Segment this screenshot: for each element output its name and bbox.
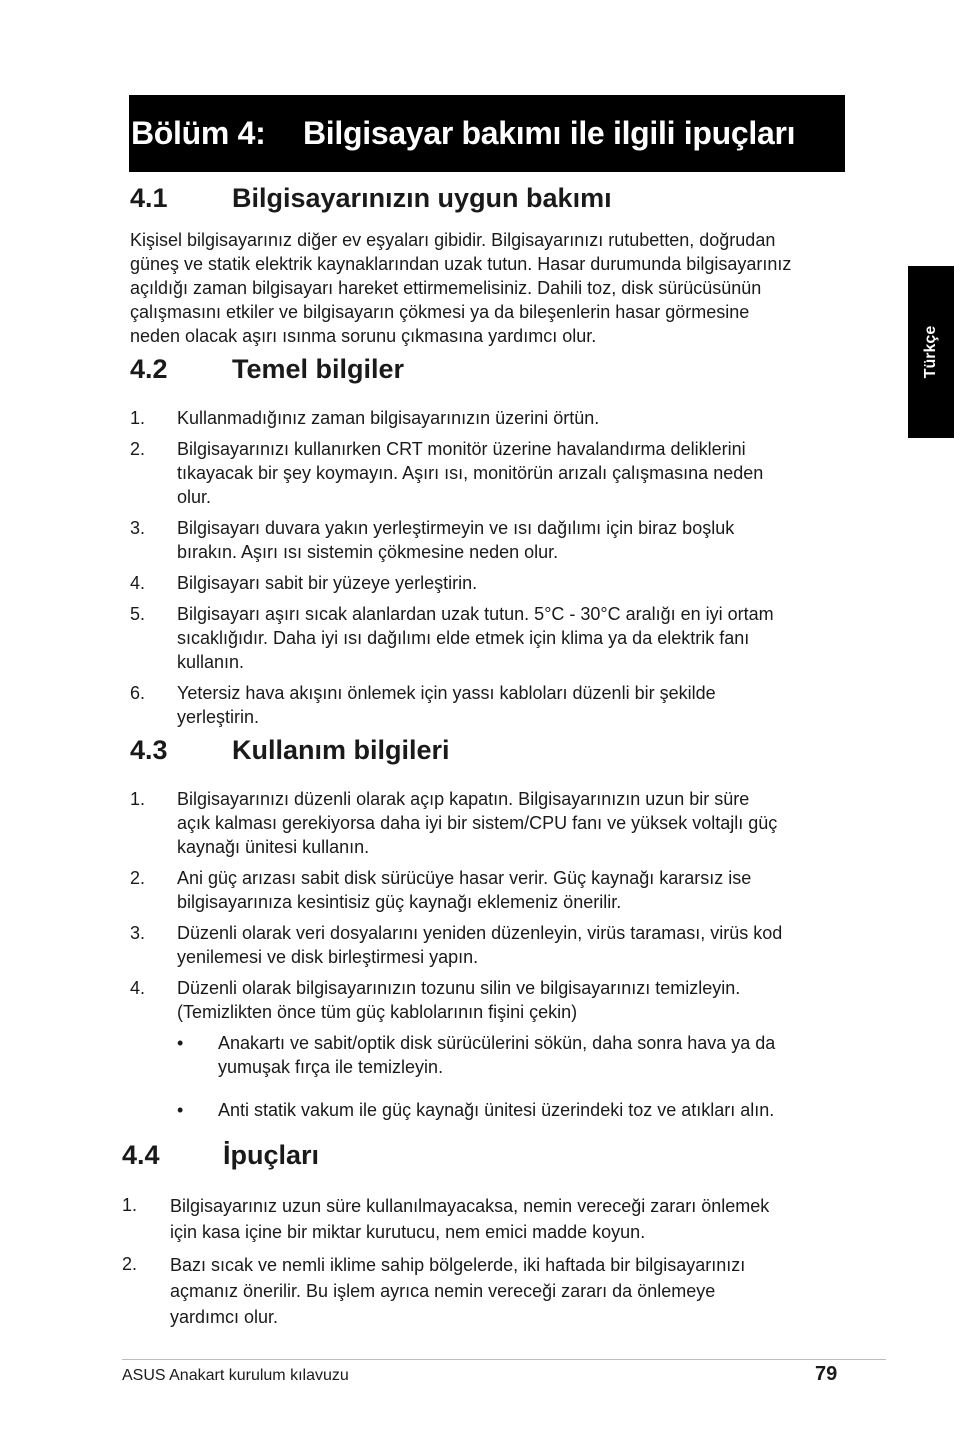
list-text	[177, 571, 857, 595]
section-number: 4.2	[130, 354, 168, 384]
list-line: yardımcı olur.	[170, 1307, 279, 1327]
list-line: Yetersiz hava akışını önlemek için yassı kabloları düzenli bir şekilde	[177, 683, 716, 703]
paragraph-line: Kişisel bilgisayarınız diğer ev eşyaları gibidir. Bilgisayarınızı rutubetten, doğrudan	[130, 230, 776, 250]
list-text	[177, 866, 857, 914]
footer-title: ASUS Anakart kurulum kılavuzu	[122, 1367, 349, 1384]
list-number: 4.	[130, 573, 146, 593]
chapter-number: Bölüm 4:	[131, 115, 266, 151]
section-4-3-heading	[130, 735, 450, 766]
list-number: 2.	[130, 868, 146, 888]
paragraph-line: çalışmasını etkiler ve bilgisayarın çökmesi ya da bileşenlerin hasar görmesine	[130, 302, 750, 322]
bullet-text	[218, 1098, 838, 1122]
list-text	[177, 681, 857, 729]
list-line: kullanın.	[177, 652, 245, 672]
section-4-4-heading	[122, 1140, 319, 1171]
list-number: 1.	[122, 1195, 138, 1215]
section-4-1-heading	[130, 183, 612, 214]
list-line: Bilgisayarınızı kullanırken CRT monitör üzerine havalandırma deliklerini	[177, 439, 746, 459]
list-line: açık kalması gerekiyorsa daha iyi bir sistem/CPU fanı ve yüksek voltajlı güç	[177, 813, 778, 833]
section-title: Kullanım bilgileri	[232, 735, 450, 765]
list-number: 5.	[130, 604, 146, 624]
list-number: 4.	[130, 978, 146, 998]
section-4-1-paragraph	[130, 228, 850, 348]
list-number: 1.	[130, 408, 146, 428]
list-number: 3.	[130, 923, 146, 943]
list-line: yenilemesi ve disk birleştirmesi yapın.	[177, 947, 479, 967]
list-text	[177, 976, 857, 1024]
section-title: Bilgisayarınızın uygun bakımı	[232, 183, 612, 213]
list-text	[177, 406, 857, 430]
list-number: 2.	[122, 1254, 138, 1274]
list-line: sıcaklığıdır. Daha iyi ısı dağılımı elde etmek için klima ya da elektrik fanı	[177, 628, 750, 648]
section-number: 4.3	[130, 735, 168, 765]
paragraph-line: açıldığı zaman bilgisayarı hareket ettirmemelisiniz. Dahili toz, disk sürücüsünün	[130, 278, 762, 298]
list-text	[177, 787, 857, 859]
list-line: bilgisayarınıza kesintisiz güç kaynağı eklemeniz önerilir.	[177, 892, 622, 912]
section-title: İpuçları	[223, 1140, 320, 1170]
section-title: Temel bilgiler	[232, 354, 405, 384]
list-number: 2.	[130, 439, 146, 459]
list-line: yerleştirin.	[177, 707, 260, 727]
paragraph-line: neden olacak aşırı ısınma sorunu çıkmasına yardımcı olur.	[130, 326, 597, 346]
list-line: Bilgisayarı aşırı sıcak alanlardan uzak tutun. 5°C - 30°C aralığı en iyi ortam	[177, 604, 774, 624]
list-line: için kasa içine bir miktar kurutucu, nem emici madde koyun.	[170, 1222, 646, 1242]
list-text	[177, 516, 857, 564]
list-text	[170, 1193, 860, 1245]
section-number: 4.4	[122, 1140, 160, 1170]
language-tab-label: Türkçe	[922, 325, 939, 379]
list-line: Bilgisayarınızı düzenli olarak açıp kapatın. Bilgisayarınızın uzun bir süre	[177, 789, 750, 809]
chapter-title: Bilgisayar bakımı ile ilgili ipuçları	[303, 115, 796, 151]
list-line: Bilgisayarı duvara yakın yerleştirmeyin ve ısı dağılımı için biraz boşluk	[177, 518, 735, 538]
section-number: 4.1	[130, 183, 168, 213]
bullet-text	[218, 1031, 838, 1079]
list-line: Düzenli olarak bilgisayarınızın tozunu silin ve bilgisayarınızı temizleyin.	[177, 978, 741, 998]
bullet-mark: •	[177, 1100, 184, 1120]
chapter-header	[129, 95, 845, 172]
bullet-line: Anti statik vakum ile güç kaynağı ünitesi üzerindeki toz ve atıkları alın.	[218, 1100, 775, 1120]
list-number: 1.	[130, 789, 146, 809]
list-line: Düzenli olarak veri dosyalarını yeniden düzenleyin, virüs taraması, virüs kod	[177, 923, 783, 943]
list-line: tıkayacak bir şey koymayın. Aşırı ısı, monitörün arızalı çalışmasına neden	[177, 463, 764, 483]
language-tab	[908, 266, 954, 438]
list-line: açmanız önerilir. Bu işlem ayrıca nemin vereceği zararı da önlemeye	[170, 1281, 716, 1301]
list-line: Bazı sıcak ve nemli iklime sahip bölgelerde, iki haftada bir bilgisayarınızı	[170, 1255, 746, 1275]
list-number: 3.	[130, 518, 146, 538]
page-number: 79	[815, 1363, 838, 1385]
section-4-2-heading	[130, 354, 404, 385]
list-line: Kullanmadığınız zaman bilgisayarınızın üzerini örtün.	[177, 408, 600, 428]
list-text	[177, 602, 857, 674]
paragraph-line: güneş ve statik elektrik kaynaklarından uzak tutun. Hasar durumunda bilgisayarınız	[130, 254, 792, 274]
list-text	[177, 437, 857, 509]
list-line: Ani güç arızası sabit disk sürücüye hasar verir. Güç kaynağı kararsız ise	[177, 868, 752, 888]
list-line: olur.	[177, 487, 212, 507]
bullet-mark: •	[177, 1033, 184, 1053]
list-line: Bilgisayarınız uzun süre kullanılmayacaksa, nemin vereceği zararı önlemek	[170, 1196, 770, 1216]
list-line: (Temizlikten önce tüm güç kablolarının fişini çekin)	[177, 1002, 578, 1022]
footer-divider	[122, 1359, 886, 1360]
list-line: bırakın. Aşırı ısı sistemin çökmesine neden olur.	[177, 542, 559, 562]
list-text	[177, 921, 857, 969]
list-line: Bilgisayarı sabit bir yüzeye yerleştirin.	[177, 573, 478, 593]
list-text	[170, 1252, 860, 1330]
bullet-line: Anakartı ve sabit/optik disk sürücülerini sökün, daha sonra hava ya da	[218, 1033, 776, 1053]
list-number: 6.	[130, 683, 146, 703]
list-line: kaynağı ünitesi kullanın.	[177, 837, 370, 857]
bullet-line: yumuşak fırça ile temizleyin.	[218, 1057, 444, 1077]
